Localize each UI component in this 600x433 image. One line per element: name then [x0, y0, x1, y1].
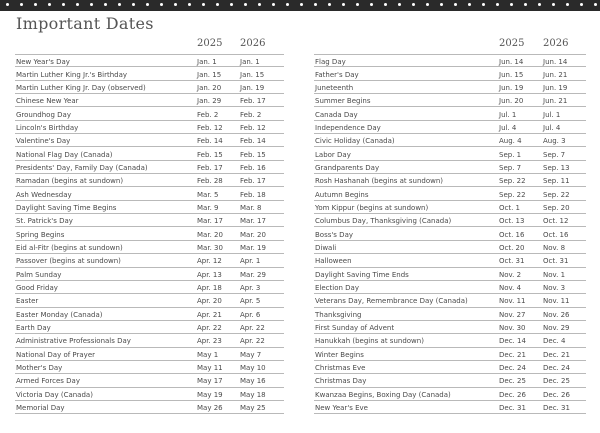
band-dot: [174, 3, 177, 6]
band-dot: [370, 3, 373, 6]
band-dot: [328, 3, 331, 6]
event-name: Flag Day: [315, 58, 346, 67]
event-name: Hanukkah (begins at sundown): [315, 337, 424, 346]
band-dot: [426, 3, 429, 6]
page-title: Important Dates: [16, 14, 154, 33]
band-dot: [342, 3, 345, 6]
date-2025: Jun. 15: [499, 70, 524, 79]
date-row: [314, 201, 586, 214]
date-row: [15, 388, 284, 401]
event-name: Rosh Hashanah (begins at sundown): [315, 177, 444, 186]
date-2025: Dec. 14: [499, 337, 526, 346]
event-name: Earth Day: [16, 324, 51, 333]
event-name: Boss's Day: [315, 230, 353, 239]
date-2026: Feb. 14: [240, 137, 266, 146]
event-name: Passover (begins at sundown): [16, 257, 121, 266]
date-row: [314, 294, 586, 307]
date-2026: Oct. 31: [543, 257, 569, 266]
event-name: Christmas Eve: [315, 364, 366, 373]
date-2026: Oct. 16: [543, 230, 569, 239]
date-2025: Jun. 14: [499, 58, 524, 67]
event-name: Ramadan (begins at sundown): [16, 177, 124, 186]
date-2025: Feb. 15: [197, 150, 223, 159]
date-row: [314, 401, 586, 414]
event-name: Good Friday: [16, 284, 58, 293]
band-dot: [48, 3, 51, 6]
event-name: Lincoln's Birthday: [16, 123, 79, 132]
band-dot: [314, 3, 317, 6]
date-row: [15, 147, 284, 160]
event-name: Veterans Day, Remembrance Day (Canada): [315, 297, 468, 306]
date-row: [15, 214, 284, 227]
date-row: [15, 187, 284, 200]
date-2026: Apr. 5: [240, 297, 261, 306]
event-name: Victoria Day (Canada): [16, 390, 93, 399]
band-dot: [216, 3, 219, 6]
date-2025: Jun. 20: [499, 97, 524, 106]
band-dot: [244, 3, 247, 6]
date-2026: Apr. 1: [240, 257, 261, 266]
event-name: Thanksgiving: [315, 310, 362, 319]
band-dot: [160, 3, 163, 6]
date-2026: Jan. 15: [240, 70, 265, 79]
date-2025: Apr. 22: [197, 324, 222, 333]
date-2025: Feb. 12: [197, 123, 223, 132]
date-row: [15, 374, 284, 387]
date-2026: Jun. 19: [543, 83, 568, 92]
date-2025: Apr. 21: [197, 310, 222, 319]
event-name: Easter: [16, 297, 39, 306]
date-row: [314, 81, 586, 94]
date-2025: Feb. 28: [197, 177, 223, 186]
date-row: [314, 374, 586, 387]
event-name: Chinese New Year: [16, 97, 79, 106]
date-row: [314, 348, 586, 361]
band-dot: [62, 3, 65, 6]
date-2026: Jan. 1: [240, 58, 260, 67]
event-name: New Year's Eve: [315, 404, 368, 413]
event-name: Winter Begins: [315, 350, 364, 359]
event-name: Mother's Day: [16, 364, 63, 373]
date-2026: May 10: [240, 364, 266, 373]
date-2026: May 16: [240, 377, 266, 386]
date-2026: Jan. 19: [240, 83, 265, 92]
band-dot: [482, 3, 485, 6]
event-name: Grandparents Day: [315, 163, 380, 172]
date-row: [15, 321, 284, 334]
band-dot: [454, 3, 457, 6]
date-2025: Mar. 9: [197, 203, 219, 212]
event-name: Daylight Saving Time Ends: [315, 270, 409, 279]
date-2026: Feb. 15: [240, 150, 266, 159]
date-row: [15, 308, 284, 321]
date-2026: Mar. 19: [240, 244, 266, 252]
date-row: [314, 174, 586, 187]
band-dot: [258, 3, 261, 6]
year-column-2: 2026: [543, 38, 569, 49]
date-row: [314, 308, 586, 321]
event-name: Labor Day: [315, 150, 351, 159]
date-2026: Sep. 20: [543, 203, 570, 212]
date-2026: Jul. 1: [543, 110, 561, 119]
date-2025: Dec. 24: [499, 364, 526, 373]
event-name: Civic Holiday (Canada): [315, 137, 395, 146]
date-row: [15, 294, 284, 307]
band-dot: [440, 3, 443, 6]
date-2026: Nov. 3: [543, 284, 566, 293]
date-row: [15, 268, 284, 281]
date-2026: Sep. 13: [543, 163, 570, 172]
date-2026: Mar. 8: [240, 203, 262, 212]
date-row: [314, 281, 586, 294]
date-2026: Apr. 6: [240, 310, 261, 319]
band-dot: [76, 3, 79, 6]
band-dot: [20, 3, 23, 6]
event-name: Autumn Begins: [315, 190, 369, 199]
date-row: [15, 401, 284, 414]
event-name: National Flag Day (Canada): [16, 150, 113, 159]
date-2026: Feb. 16: [240, 163, 266, 172]
date-2026: May 18: [240, 390, 266, 399]
date-2026: Jun. 21: [543, 70, 568, 79]
event-name: Kwanzaa Begins, Boxing Day (Canada): [315, 390, 451, 399]
event-name: Valentine's Day: [16, 137, 71, 146]
date-2025: Sep. 22: [499, 177, 526, 186]
date-2026: Mar. 29: [240, 270, 266, 279]
date-row: [15, 161, 284, 174]
date-2025: Nov. 2: [499, 270, 522, 279]
band-dot: [580, 3, 583, 6]
date-row: [314, 334, 586, 347]
event-name: Presidents' Day, Family Day (Canada): [16, 163, 148, 172]
date-2026: Dec. 24: [543, 364, 570, 373]
date-row: [15, 94, 284, 107]
event-name: Eid al-Fitr (begins at sundown): [16, 244, 123, 252]
event-name: Diwali: [315, 244, 337, 252]
date-2025: Feb. 14: [197, 137, 223, 146]
event-name: First Sunday of Advent: [315, 324, 395, 333]
event-name: Groundhog Day: [16, 110, 71, 119]
date-2026: Feb. 18: [240, 190, 266, 199]
band-dot: [132, 3, 135, 6]
date-2025: Nov. 11: [499, 297, 526, 306]
date-row: [314, 321, 586, 334]
date-row: [15, 281, 284, 294]
date-2026: Nov. 11: [543, 297, 570, 306]
event-name: Halloween: [315, 257, 352, 266]
date-2025: Apr. 18: [197, 284, 222, 293]
date-2025: Feb. 2: [197, 110, 219, 119]
date-2025: Dec. 25: [499, 377, 526, 386]
band-dot: [286, 3, 289, 6]
date-2025: Sep. 1: [499, 150, 522, 159]
event-name: Palm Sunday: [16, 270, 62, 279]
date-2026: Jul. 4: [543, 123, 561, 132]
date-row: [314, 187, 586, 200]
date-2026: Apr. 22: [240, 337, 265, 346]
date-row: [314, 268, 586, 281]
date-row: [314, 107, 586, 120]
event-name: National Day of Prayer: [16, 350, 96, 359]
right-dates-table: [314, 38, 586, 414]
event-name: Martin Luther King Jr. Day (observed): [16, 83, 146, 92]
date-2026: Feb. 12: [240, 123, 266, 132]
date-2025: Nov. 27: [499, 310, 526, 319]
event-name: Ash Wednesday: [16, 190, 72, 199]
event-name: Martin Luther King Jr.'s Birthday: [16, 70, 128, 79]
date-row: [15, 107, 284, 120]
date-2026: Nov. 1: [543, 270, 566, 279]
date-2025: Jan. 20: [197, 83, 222, 92]
date-2026: Feb. 2: [240, 110, 262, 119]
date-row: [314, 388, 586, 401]
date-2025: Jan. 15: [197, 70, 222, 79]
event-name: Easter Monday (Canada): [16, 310, 103, 319]
date-row: [314, 67, 586, 80]
band-dot: [272, 3, 275, 6]
date-row: [15, 334, 284, 347]
band-dot: [146, 3, 149, 6]
band-dot: [300, 3, 303, 6]
event-name: Election Day: [315, 284, 359, 293]
date-2026: Nov. 8: [543, 244, 566, 252]
date-2025: Jan. 29: [197, 97, 222, 106]
year-header: [15, 38, 284, 54]
date-2025: Mar. 30: [197, 244, 223, 252]
date-2025: Apr. 23: [197, 337, 222, 346]
date-row: [314, 147, 586, 160]
band-dot: [6, 3, 9, 6]
event-name: Memorial Day: [16, 404, 65, 413]
date-row: [15, 348, 284, 361]
band-dot: [202, 3, 205, 6]
band-dot: [510, 3, 513, 6]
date-2025: May 1: [197, 350, 219, 359]
band-dot: [104, 3, 107, 6]
band-dot: [118, 3, 121, 6]
date-2026: Oct. 12: [543, 217, 569, 226]
event-name: Yom Kippur (begins at sundown): [315, 203, 429, 212]
band-dot: [594, 3, 597, 6]
date-2026: Sep. 7: [543, 150, 566, 159]
date-2025: Nov. 30: [499, 324, 526, 333]
event-name: Spring Begins: [16, 230, 65, 239]
year-column-2: 2026: [240, 38, 266, 49]
date-2025: May 17: [197, 377, 223, 386]
date-2025: Sep. 22: [499, 190, 526, 199]
band-dot: [34, 3, 37, 6]
band-dot: [356, 3, 359, 6]
date-row: [15, 174, 284, 187]
date-row: [15, 134, 284, 147]
band-dot: [552, 3, 555, 6]
date-2026: Aug. 3: [543, 137, 566, 146]
band-dot: [538, 3, 541, 6]
band-dot: [524, 3, 527, 6]
date-row: [15, 201, 284, 214]
date-2025: Oct. 13: [499, 217, 525, 226]
date-2025: Apr. 12: [197, 257, 222, 266]
band-dot: [90, 3, 93, 6]
date-2025: Dec. 26: [499, 390, 526, 399]
event-name: Independence Day: [315, 123, 381, 132]
band-dot: [412, 3, 415, 6]
date-row: [15, 227, 284, 240]
date-row: [314, 94, 586, 107]
event-name: Columbus Day, Thanksgiving (Canada): [315, 217, 452, 226]
band-dot: [230, 3, 233, 6]
event-name: St. Patrick's Day: [16, 217, 73, 226]
date-2026: Dec. 31: [543, 404, 570, 413]
event-name: Juneteenth: [315, 83, 354, 92]
date-2025: May 26: [197, 404, 223, 413]
date-2025: Oct. 20: [499, 244, 525, 252]
date-row: [314, 161, 586, 174]
date-2026: Sep. 11: [543, 177, 570, 186]
event-name: Summer Begins: [315, 97, 371, 106]
date-2026: Dec. 4: [543, 337, 566, 346]
date-2025: Apr. 13: [197, 270, 222, 279]
left-dates-table: [15, 38, 284, 414]
date-2025: Jun. 19: [499, 83, 524, 92]
date-2026: Dec. 25: [543, 377, 570, 386]
year-column-1: 2025: [499, 38, 525, 49]
year-column-1: 2025: [197, 38, 223, 49]
date-2026: Dec. 21: [543, 350, 570, 359]
band-dot: [398, 3, 401, 6]
event-name: New Year's Day: [16, 58, 70, 67]
date-2025: Feb. 17: [197, 163, 223, 172]
date-2026: May 7: [240, 350, 262, 359]
date-2025: May 19: [197, 390, 223, 399]
date-2025: Apr. 20: [197, 297, 222, 306]
band-dot: [384, 3, 387, 6]
date-rows: [314, 54, 586, 414]
band-dot: [566, 3, 569, 6]
event-name: Armed Forces Day: [16, 377, 80, 386]
decorative-top-band: [0, 0, 600, 11]
event-name: Daylight Saving Time Begins: [16, 203, 117, 212]
event-name: Administrative Professionals Day: [16, 337, 131, 346]
date-2025: Oct. 1: [499, 203, 521, 212]
date-row: [314, 54, 586, 67]
date-2026: Jun. 14: [543, 58, 568, 67]
date-2025: Oct. 31: [499, 257, 525, 266]
date-2025: Jul. 4: [499, 123, 517, 132]
date-2026: Mar. 17: [240, 217, 266, 226]
date-2025: Nov. 4: [499, 284, 522, 293]
date-2026: Feb. 17: [240, 97, 266, 106]
date-2026: Mar. 20: [240, 230, 266, 239]
date-2025: May 11: [197, 364, 223, 373]
date-rows: [15, 54, 284, 414]
date-row: [314, 361, 586, 374]
band-dot: [468, 3, 471, 6]
band-dot: [496, 3, 499, 6]
date-2025: Mar. 20: [197, 230, 223, 239]
date-2026: Dec. 26: [543, 390, 570, 399]
date-row: [314, 241, 586, 254]
date-2025: Jan. 1: [197, 58, 217, 67]
date-row: [15, 121, 284, 134]
date-row: [15, 254, 284, 267]
date-2025: Sep. 7: [499, 163, 522, 172]
date-2026: Feb. 17: [240, 177, 266, 186]
date-row: [15, 361, 284, 374]
date-row: [15, 241, 284, 254]
date-row: [314, 254, 586, 267]
date-2026: Apr. 22: [240, 324, 265, 333]
date-2025: Mar. 5: [197, 190, 219, 199]
band-dot: [188, 3, 191, 6]
date-row: [15, 54, 284, 67]
date-row: [314, 227, 586, 240]
date-2026: Nov. 26: [543, 310, 570, 319]
date-row: [314, 134, 586, 147]
event-name: Canada Day: [315, 110, 358, 119]
date-row: [314, 214, 586, 227]
date-2025: Dec. 21: [499, 350, 526, 359]
date-2025: Oct. 16: [499, 230, 525, 239]
event-name: Father's Day: [315, 70, 359, 79]
date-2025: Dec. 31: [499, 404, 526, 413]
date-2026: Apr. 3: [240, 284, 261, 293]
date-2026: Sep. 22: [543, 190, 570, 199]
date-row: [15, 67, 284, 80]
date-2025: Aug. 4: [499, 137, 522, 146]
date-2026: Nov. 29: [543, 324, 570, 333]
date-2026: May 25: [240, 404, 266, 413]
event-name: Christmas Day: [315, 377, 367, 386]
date-2025: Jul. 1: [499, 110, 517, 119]
year-header: [314, 38, 586, 54]
date-row: [314, 121, 586, 134]
date-2026: Jun. 21: [543, 97, 568, 106]
date-row: [15, 81, 284, 94]
date-2025: Mar. 17: [197, 217, 223, 226]
